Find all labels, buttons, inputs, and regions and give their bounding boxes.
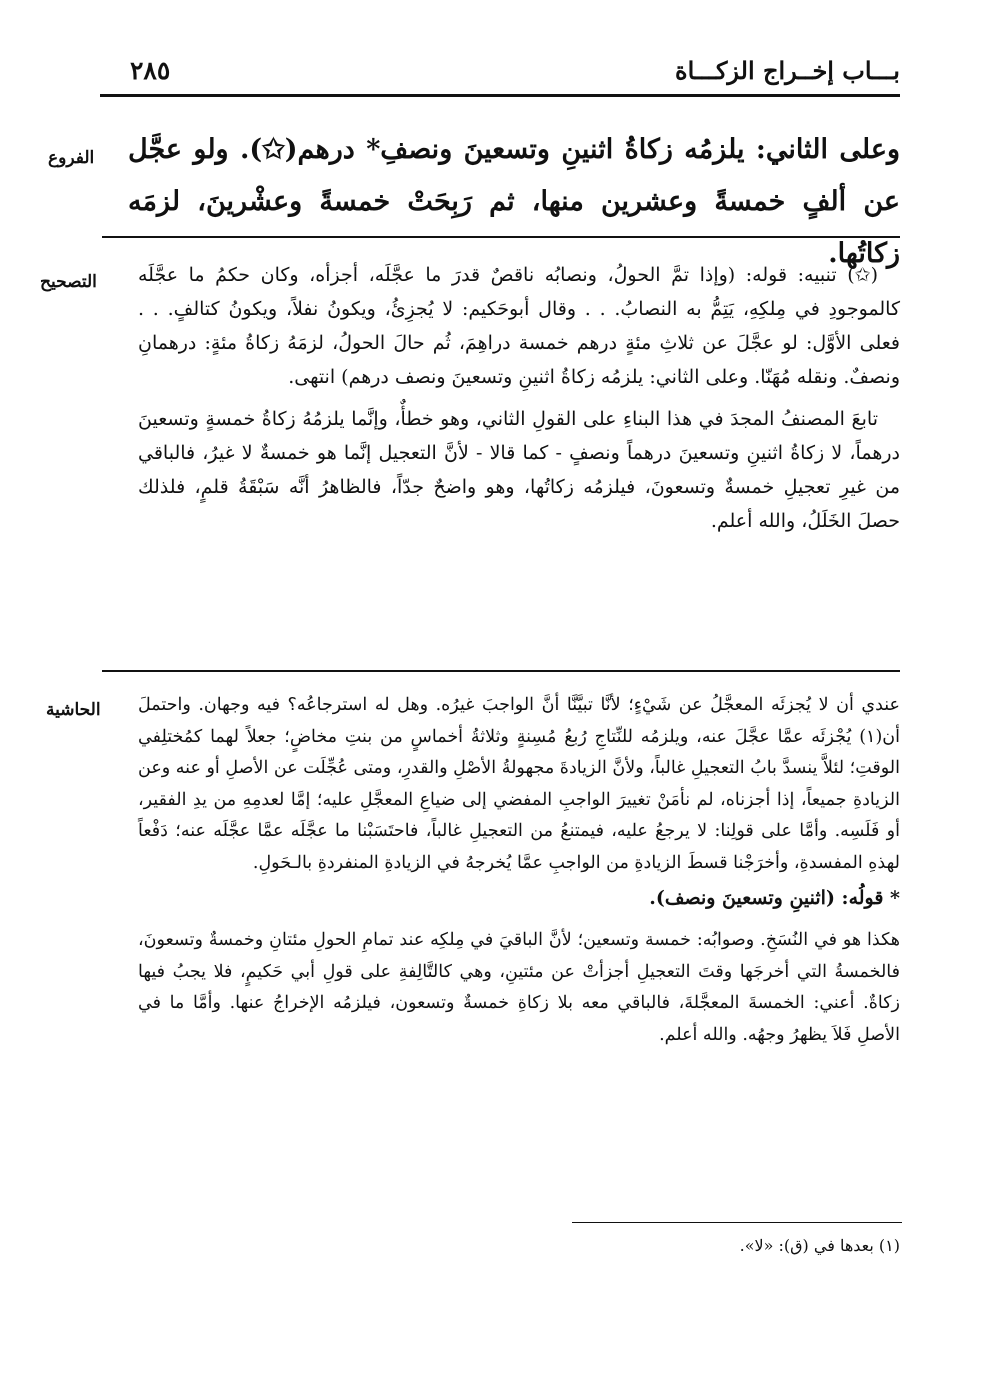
hashiya-qawl-heading: * قولُه: (اثنينِ وتسعينَ ونصف). — [649, 887, 900, 909]
label-hashiya: الحاشية — [46, 700, 101, 720]
label-furu: الفروع — [48, 148, 95, 168]
page-number: ٢٨٥ — [130, 56, 171, 85]
divider — [102, 670, 900, 672]
footnote: (١) بعدها في (ق): «لا». — [739, 1236, 900, 1255]
hashiya-paragraph-1: عندي أن لا يُجزئَه المعجَّلُ عن شَيْءٍ؛ لأنَّا تبيَّنَّا أنَّ الواجبَ غيرُه. وهل له استرجاعُه؟ فيه وجهان. واحتملَ أن(١) يُجْزئَه عمَّا عجَّلَ عنه، ويلزمُه للنِّتاجِ رُبعُ مُسِنةٍ وثلاثةُ أخماسٍ من بنتِ مخاضٍ؛ جعلاً لهما كمُختلِفي الوقتِ؛ لئلاَّ ينسدَّ بابُ التعجيلِ غالباً، ولأنَّ الزيادةَ مجهولةُ الأصْلِ والقدرِ، ومتى عُجِّلَت عن الأصلِ أو عنه وعن الزيادةِ جميعاً، إذا أجزناه، لم نأمَنْ تغييرَ الواجبِ المفضي إلى ضياعِ المعجَّلِ عليه؛ إمَّا لعدمِهِ من يدِ الفقير، أو فَلَسِه. وأمَّا على قولِنا: لا يرجعُ عليه، فيمتنعُ من التعجيلِ غالباً، فاحتَسَبْنا ما عجَّلَه عمَّا عجَّلَه عنه؛ دَفْعاً لهذهِ المفسدةِ، وأخرَجْنا قسطَ الزيادةِ من الواجبِ عمَّا يُخرجهُ في الزيادةِ المنفردةِ بالـحَولِ. — [138, 695, 900, 873]
hashiya-paragraph-2: هكذا هو في النُسَخِ. وصوابُه: خمسة وتسعين؛ لأنَّ الباقيَ في مِلكِه عند تمامِ الحولِ مئتانِ وخمسةٌ وتسعونَ، فالخمسةُ التي أخرجَها وقتَ التعجيلِ أجزأتْ عن مئتينِ، وهي كالتَّالِفةِ على قولِ أبي حَكيمٍ، فلا يجبُ فيها زكاةٌ. أعني: الخمسةَ المعجَّلةَ، فالباقي معه بلا زكاةِ خمسةٌ وتسعون، فيلزمُه الإخراجُ عنها. وأمَّا ما في الأصلِ فَلاَ يظهرُ وجهُه. والله أعلم. — [138, 930, 900, 1045]
tashih-paragraph-2: تابعَ المصنفُ المجدَ في هذا البناءِ على القولِ الثاني، وهو خطأٌ، وإنَّما يلزمُهُ زكاةُ خمسةٍ وتسعينَ درهماً، لا زكاةُ اثنينِ وتسعينَ درهماً ونصفٍ - كما قالا - لأنَّ التعجيل إنَّما هو خمسةٌ لا غيرُ، فالباقي من غيرِ تعجيلِ خمسةٌ وتسعونَ، فيلزمُه زكاتُها، وهو واضحٌ جدّاً، فالظاهرُ أنَّه سَبْقَةُ قلمٍ، فلذلك حصلَ الخَلَلُ، والله أعلم. — [138, 408, 900, 532]
page-header — [100, 50, 900, 97]
tashih-section — [138, 258, 900, 538]
divider — [102, 236, 900, 238]
chapter-title: بـــاب إخــراج الزكـــاة — [675, 56, 900, 85]
label-tashih: التصحيح — [40, 272, 97, 292]
main-text — [128, 124, 900, 280]
footnote-divider — [572, 1222, 902, 1223]
main-paragraph: وعلى الثاني: يلزمُه زكاةُ اثنينِ وتسعينَ ونصفِ* درهم(✩). ولو عجَّل عن ألفٍ خمسةً وعشرين منها، ثم رَبِحَتْ خمسةً وعشْرينَ، لزمَه زكاتُها. — [128, 134, 900, 269]
hashiya-section — [138, 690, 900, 1051]
tashih-paragraph-1: (✩) تنبيه: قوله: (وإذا تمَّ الحولُ، ونصابُه ناقصٌ قدرَ ما عجَّلَه، أجزأه، وكان حكمُ ما عجَّلَه كالموجودِ في مِلكِهِ، يَتِمُّ به النصابُ. . . وقال أبوحَكيم: لا يُجزِئُ، ويكونُ نفلاً، ويكونُ كتالفٍ. . . فعلى الأوَّل: لو عجَّلَ عن ثلاثِ مئةٍ درهم خمسة دراهِمَ، ثُم حالَ الحولُ، لزمَهُ زكاةُ مئةٍ: درهمانِ ونصفٌ. ونقله مُهَنّا. وعلى الثاني: يلزمُه زكاةُ اثنينِ وتسعينَ ونصف درهم) انتهى. — [138, 264, 900, 388]
